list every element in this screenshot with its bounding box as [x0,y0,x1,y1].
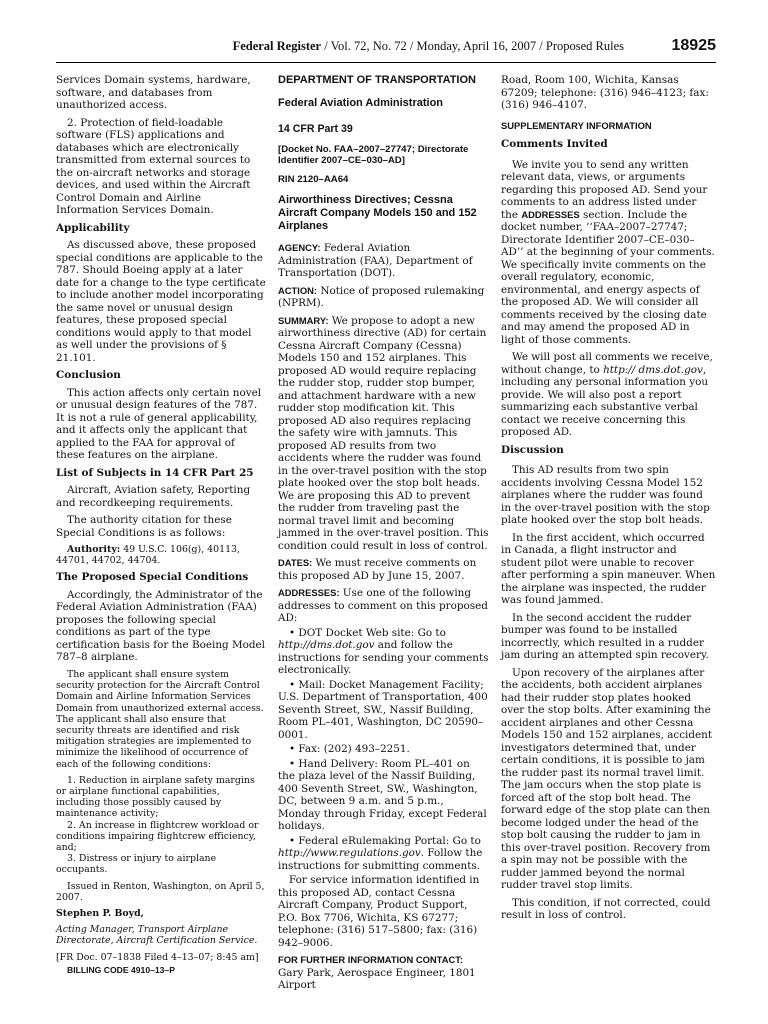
signer-title: Acting Manager, Transport Airplane Directorate, Aircraft Certification Service. [56,924,258,947]
dates-label: DATES: [278,557,313,568]
paragraph: The authority citation for these Special Conditions is as follows: [56,514,232,539]
addresses-ref: ADDRESSES [521,208,580,220]
department-heading: DEPARTMENT OF TRANSPORTATION [278,74,476,86]
bullet-web: • DOT Docket Web site: Go to http://dms.dot.gov and follow the instructions for sending your comments electronically. [278,626,489,676]
paragraph: Accordingly, the Administrator of the Federal Aviation Administration (FAA) proposes the following special conditions as part of the type certification basis for the Boeing Model 787–8 airplane. [56,588,265,664]
docket-number: [Docket No. FAA–2007–27747; Directorate Identifier 2007–CE–030–AD] [278,143,469,166]
issue-line: / Vol. 72, No. 72 / Monday, April 16, 2007 / Proposed Rules [321,39,624,53]
condition-item: 3. Distress or injury to airplane occupants. [56,853,217,876]
further-info-text: Gary Park, Aerospace Engineer, 1801 Airport [278,966,476,991]
section-heading: List of Subjects in 14 CFR Part 25 [56,466,254,479]
section-heading: Discussion [501,443,564,456]
paragraph: This action affects only certain novel or unusual design features of the 787. It is not a rule of general applicability, and it affects only the applicant that applied to the FAA for approval of these features on the airplane. [56,386,262,461]
authority-citation [56,544,266,566]
section-heading: Conclusion [56,369,121,381]
rin-number: RIN 2120–AA64 [278,173,349,185]
docket-link[interactable]: http://dms.dot.gov [278,639,375,651]
billing-code: BILLING CODE 4910–13–P [67,964,175,975]
paragraph: In the first accident, which occurred in Canada, a flight instructor and student pilot were unable to recover after performing a spin maneuver. When the airplane was inspected, the rudder was found jammed. [501,531,716,606]
paragraph: 2. Protection of field-loadable software (FLS) applications and databases which are electronically transmitted from external sources to the on-aircraft networks and storage devices, and used within the Aircraft Control Domain and Airline Information Services Domain. [56,116,251,216]
bullet-erulemaking: • Federal eRulemaking Portal: Go to http://www.regulations.gov. Follow the instructions for submitting comments. [278,834,483,872]
issued-line: Issued in Renton, Washington, on April 5, 2007. [56,880,265,903]
bullet-hand-delivery: • Hand Delivery: Room PL–401 on the plaza level of the Nassif Building, 400 Seventh Street, SW., Washington, DC, between 9 a.m. and 5 p.m., Monday through Friday, except Federal holidays. [278,757,487,832]
addresses-label: ADDRESSES: [278,587,340,598]
summary-field [278,315,489,553]
addresses-field [278,587,489,625]
action-text: Notice of proposed rulemaking (NPRM). [278,284,485,309]
dms-link[interactable]: http:// dms.dot.gov [603,363,703,376]
action-label: ACTION: [278,284,318,296]
cfr-part: 14 CFR Part 39 [278,123,353,135]
summary-label: SUMMARY: [278,314,329,326]
bullet-fax: • Fax: (202) 493–2251. [289,743,410,755]
column-3 [501,74,716,927]
bullet-mail: • Mail: Docket Management Facility; U.S. Department of Transportation, 400 Seventh Street, SW., Nassif Building, Room PL–401, Washington, DC 20590–0001. [278,678,488,741]
page-header [56,36,716,63]
agency-field [278,242,489,280]
publication-name: Federal Register [232,39,322,53]
condition-item: 1. Reduction in airplane safety margins or airplane functional capabilities, including those possibly caused by maintenance activity; [56,774,255,820]
fr-doc-line: [FR Doc. 07–1838 Filed 4–13–07; 8:45 am] [56,951,259,963]
paragraph: Upon recovery of the airplanes after the accidents, both accident airplanes had their rudder stop plates hooked over the stop bolts. After examining the accident airplanes and other Cessna Models 150 and 152 airplanes, accident investigators determined that, under certain conditions, it is possible to jam the rudder past its normal travel limit. The jam occurs when the stop plate is forced aft of the stop bolt head. The forward edge of the stop plate can then become lodged under the head of the stop bolt causing the rudder to jam in this over-travel position. Recovery from a spin may not be possible with the rudder jammed beyond the normal rudder travel stop limits. [501,666,713,891]
dates-text: We must receive comments on this proposed AD by June 15, 2007. [278,557,477,582]
header-citation [233,39,624,54]
further-info-field [278,954,489,992]
addresses-text: Use one of the following addresses to comment on this proposed AD: [278,587,488,624]
action-field [278,285,489,310]
section-heading: The Proposed Special Conditions [56,571,249,584]
paragraph: The applicant shall ensure system security protection for the Aircraft Control Domain and Airline Information Services Domain from unauthorized external access. The applicant shall also ensure that security threats are identified and risk mitigation strategies are implemented to minimize the likelihood of occurrence of each of the following conditions: [56,668,264,770]
paragraph: As discussed above, these proposed special conditions are applicable to the 787. Should Boeing apply at a later date for a change to the type certificate to include another model incorporating the same novel or unusual design features, these proposed special conditions would apply to that model as well under the provisions of § 21.101. [56,239,266,364]
regulations-link[interactable]: http://www.regulations.gov [278,847,421,859]
supplementary-heading: SUPPLEMENTARY INFORMATION [501,119,652,131]
paragraph: Road, Room 100, Wichita, Kansas 67209; telephone: (316) 946–4123; fax: (316) 946–4107. [501,74,709,111]
further-info-label: FOR FURTHER INFORMATION CONTACT: [278,954,464,965]
condition-item: 2. An increase in flightcrew workload or conditions impairing flightcrew efficiency, and; [56,819,259,853]
dates-field [278,557,489,582]
page-number: 18925 [671,37,716,54]
section-heading: Applicability [56,221,130,234]
summary-text: We propose to adopt a new airworthiness directive (AD) for certain Cessna Aircraft Company (Cessna) Models 150 and 152 airplanes. This proposed AD would require replacing the rudder stop, rudder stop bumper, and attachment hardware with a new rudder stop modification kit. This proposed AD also requires replacing the safety wire with jamnuts. This proposed AD results from two accidents where the rudder was found in the over-travel position with the stop plate hooked over the stop bolt heads. We are proposing this AD to prevent the rudder from traveling past the normal travel limit and becoming jammed in the over-travel position. This condition could result in loss of control. [278,314,489,552]
agency-label: AGENCY: [278,242,321,253]
document-title: Airworthiness Directives; Cessna Aircraft Company Models 150 and 152 Airplanes [278,194,477,232]
column-1 [56,74,266,981]
agency-heading: Federal Aviation Administration [278,96,444,109]
paragraph: Services Domain systems, hardware, software, and databases from unauthorized access. [56,74,251,111]
authority-label: Authority: [67,544,121,555]
agency-text: Federal Aviation Administration (FAA), Department of Transportation (DOT). [278,242,473,279]
paragraph: We invite you to send any written relevant data, views, or arguments regarding this proposed AD. Send your comments to an address listed under the ADDRESSES section. Include the docket number, ‘‘FAA–2007–27747; Directorate Identifier 2007–CE–030–AD’’ at the beginning of your comments. We specifically invite comments on the overall regulatory, economic, environmental, and energy aspects of the proposed AD. We will consider all comments received by the closing date and may amend the proposed AD in light of those comments. [501,158,715,346]
paragraph: We will post all comments we receive, without change, to http:// dms.dot.gov, including any personal information you provide. We will also post a report summarizing each substantive verbal contact we receive concerning this proposed AD. [501,351,713,438]
section-heading: Comments Invited [501,138,608,150]
column-2 [278,74,489,997]
paragraph: Aircraft, Aviation safety, Reporting and recordkeeping requirements. [56,484,251,509]
paragraph: For service information identified in this proposed AD, contact Cessna Aircraft Company, Product Support, P.O. Box 7706, Wichita, KS 67277; telephone: (316) 517–5800; fax: (316) 942–9006. [278,874,480,949]
paragraph: This AD results from two spin accidents involving Cessna Model 152 airplanes where the rudder was found in the over-travel position with the stop plate hooked over the stop bolt heads. [501,464,710,526]
paragraph: In the second accident the rudder bumper was found to be installed incorrectly, which resulted in a rudder jam during an attempted spin recovery. [501,611,709,661]
paragraph: This condition, if not corrected, could result in loss of control. [501,896,711,921]
authority-text: 49 U.S.C. 106(g), 40113, 44701, 44702, 44704. [56,544,240,567]
signer-name: Stephen P. Boyd, [56,907,144,919]
